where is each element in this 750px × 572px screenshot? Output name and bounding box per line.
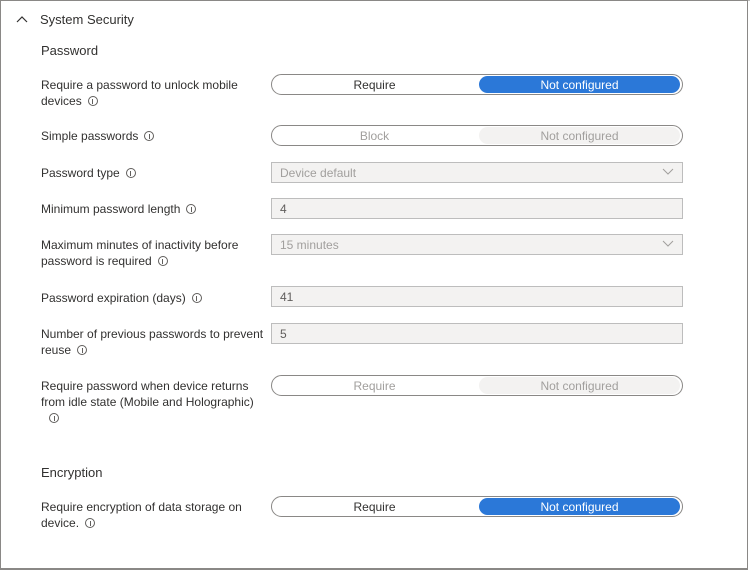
label-expiration: Password expiration (days)	[41, 290, 266, 306]
group-title-password: Password	[41, 43, 99, 58]
expiration-input[interactable]: 41	[271, 286, 683, 307]
info-icon[interactable]	[49, 413, 59, 423]
toggle-idle-return[interactable]	[271, 375, 683, 396]
section-title: System Security	[40, 11, 134, 27]
section-header-system-security[interactable]	[16, 9, 134, 29]
label-min-length: Minimum password length	[41, 201, 266, 217]
info-icon[interactable]	[88, 96, 98, 106]
info-icon[interactable]	[77, 345, 87, 355]
info-icon[interactable]	[192, 293, 202, 303]
info-icon[interactable]	[186, 204, 196, 214]
group-title-encryption: Encryption	[41, 465, 103, 480]
min-length-input[interactable]: 4	[271, 198, 683, 219]
prev-passwords-input[interactable]: 5	[271, 323, 683, 344]
label-prev-passwords: Number of previous passwords to prevent reuse	[41, 327, 264, 357]
option-not-configured[interactable]: Not configured	[479, 498, 680, 515]
label-idle-return: Require password when device returns from idle state (Mobile and Holographic)	[41, 378, 263, 426]
option-require[interactable]: Require	[353, 378, 396, 393]
chevron-down-icon	[662, 168, 674, 176]
option-require[interactable]: Require	[353, 77, 396, 92]
option-block[interactable]: Block	[359, 128, 390, 143]
info-icon[interactable]	[126, 168, 136, 178]
label-encryption-storage: Require encryption of data storage on device.	[41, 500, 242, 530]
max-inactivity-dropdown[interactable]: 15 minutes	[271, 234, 683, 255]
chevron-down-icon	[662, 240, 674, 248]
option-not-configured[interactable]: Not configured	[479, 76, 680, 93]
label-max-inactivity: Maximum minutes of inactivity before password is required	[41, 238, 239, 268]
toggle-require-password[interactable]	[271, 74, 683, 95]
info-icon[interactable]	[158, 256, 168, 266]
info-icon[interactable]	[144, 131, 154, 141]
option-not-configured[interactable]: Not configured	[479, 127, 680, 144]
option-require[interactable]: Require	[353, 499, 396, 514]
label-password-type: Password type	[41, 165, 266, 181]
option-not-configured[interactable]: Not configured	[479, 377, 680, 394]
toggle-simple-passwords[interactable]	[271, 125, 683, 146]
info-icon[interactable]	[85, 518, 95, 528]
toggle-encryption-storage[interactable]	[271, 496, 683, 517]
password-type-dropdown[interactable]: Device default	[271, 162, 683, 183]
label-simple-passwords: Simple passwords	[41, 128, 266, 144]
label-require-password: Require a password to unlock mobile devices	[41, 78, 238, 108]
chevron-up-icon[interactable]	[16, 13, 28, 25]
